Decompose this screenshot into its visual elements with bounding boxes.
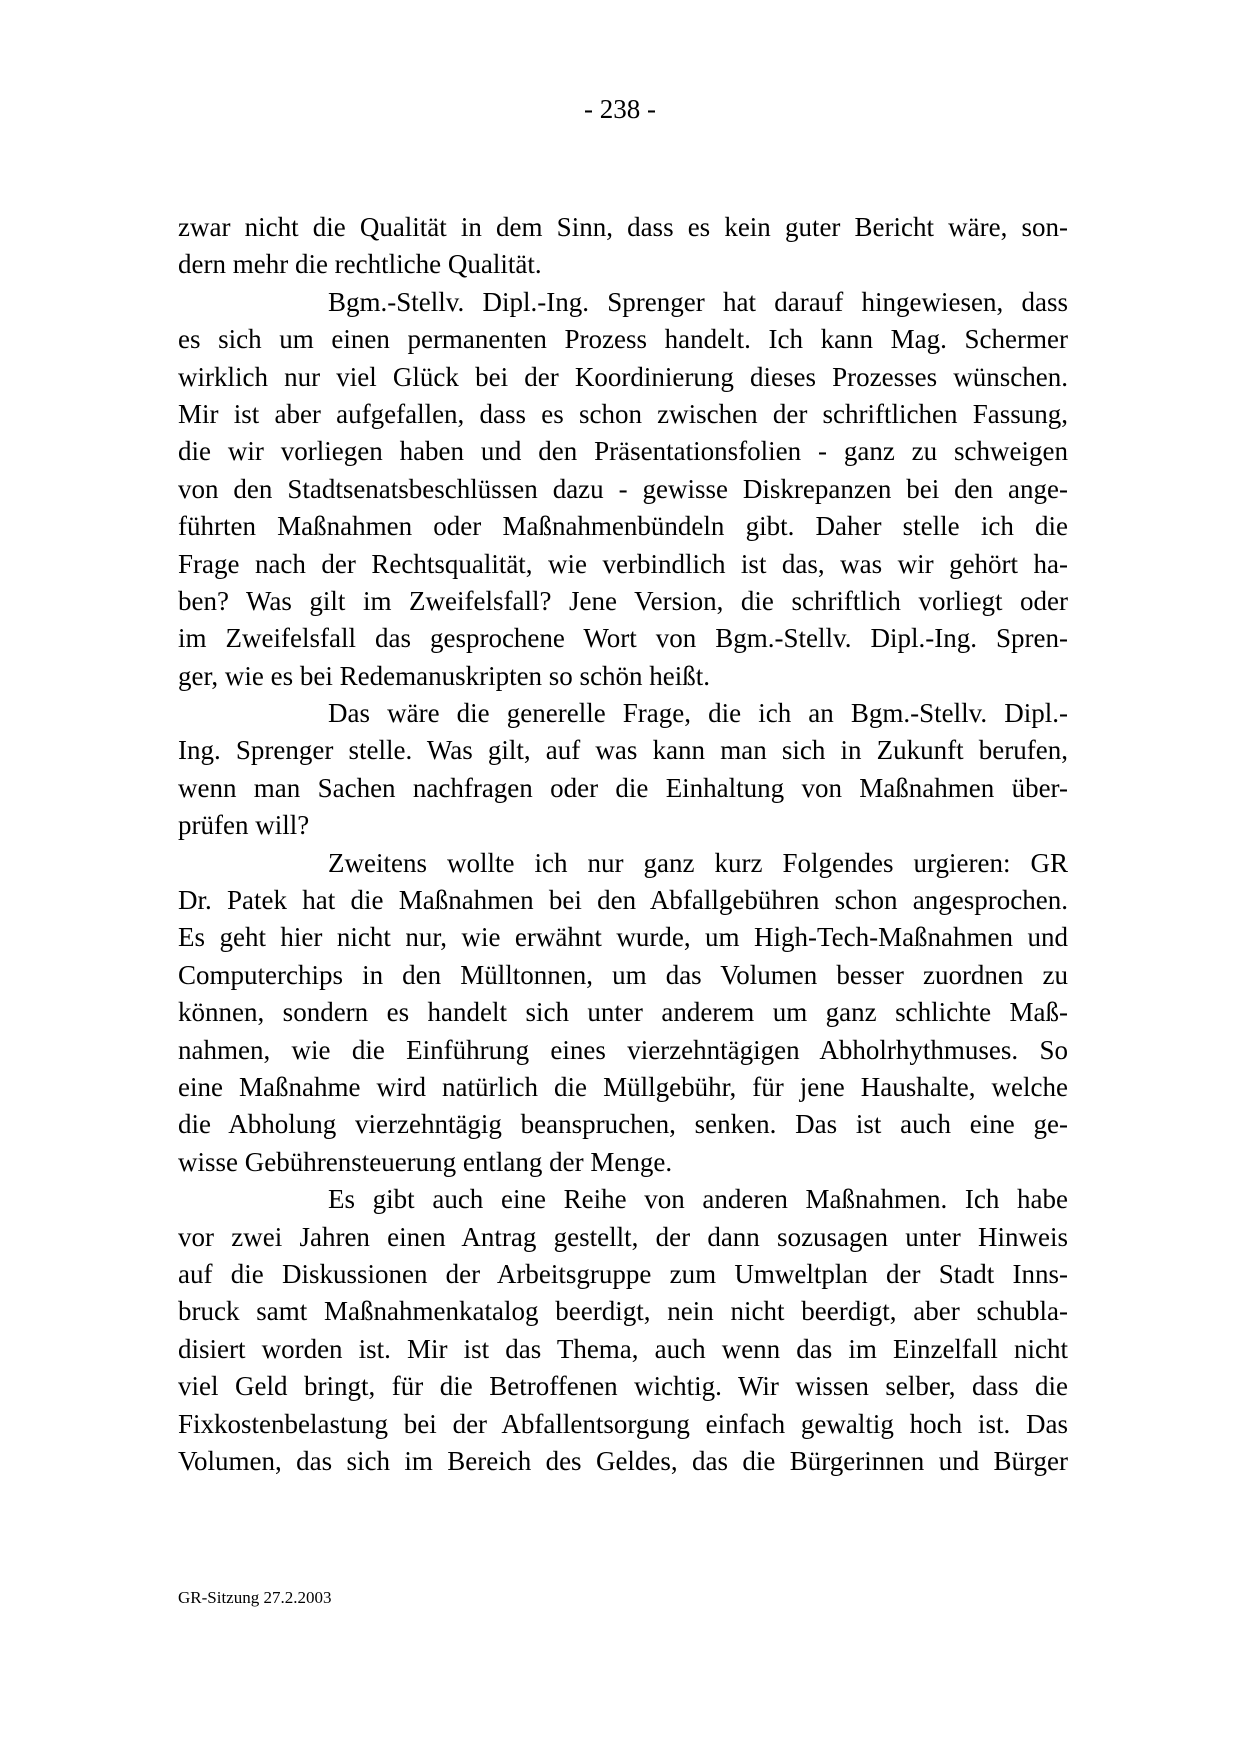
text-line: Ing. Sprenger stelle. Was gilt, auf was kann man sich in Zukunft berufen, (178, 735, 1068, 766)
text-line: eine Maßnahme wird natürlich die Müllgebühr, für jene Haushalte, welche (178, 1071, 1068, 1102)
text-line: wisse Gebührensteuerung entlang der Menge. (178, 1146, 673, 1177)
paragraph (178, 1181, 1068, 1480)
text-line: es sich um einen permanenten Prozess handelt. Ich kann Mag. Schermer (178, 324, 1068, 355)
text-line: nahmen, wie die Einführung eines vierzehntägigen Abholrhythmuses. So (178, 1034, 1068, 1065)
text-line: bruck samt Maßnahmenkatalog beerdigt, nein nicht beerdigt, aber schubla- (178, 1296, 1068, 1327)
text-line: von den Stadtsenatsbeschlüssen dazu - gewisse Diskrepanzen bei den ange- (178, 473, 1068, 504)
text-line: Es geht hier nicht nur, wie erwähnt wurde, um High-Tech-Maßnahmen und (178, 922, 1068, 953)
body-text (178, 209, 1068, 1480)
text-line: dern mehr die rechtliche Qualität. (178, 249, 542, 280)
text-line: Es gibt auch eine Reihe von anderen Maßnahmen. Ich habe (328, 1184, 1068, 1215)
text-line: im Zweifelsfall das gesprochene Wort von Bgm.-Stellv. Dipl.-Ing. Spren- (178, 623, 1068, 654)
text-line: prüfen will? (178, 810, 310, 841)
text-line: Computerchips in den Mülltonnen, um das Volumen besser zuordnen zu (178, 959, 1068, 990)
text-line: vor zwei Jahren einen Antrag gestellt, der dann sozusagen unter Hinweis (178, 1221, 1068, 1252)
text-line: Fixkostenbelastung bei der Abfallentsorgung einfach gewaltig hoch ist. Das (178, 1408, 1068, 1439)
text-line: Dr. Patek hat die Maßnahmen bei den Abfallgebühren schon angesprochen. (178, 885, 1068, 916)
text-line: Bgm.-Stellv. Dipl.-Ing. Sprenger hat darauf hingewiesen, dass (328, 286, 1068, 317)
text-line: die Abholung vierzehntägig beanspruchen, senken. Das ist auch eine ge- (178, 1109, 1068, 1140)
text-line: Volumen, das sich im Bereich des Geldes, das die Bürgerinnen und Bürger (178, 1445, 1068, 1476)
paragraph (178, 209, 1068, 284)
text-line: können, sondern es handelt sich unter anderem um ganz schlichte Maß- (178, 997, 1068, 1028)
text-line: Zweitens wollte ich nur ganz kurz Folgendes urgieren: GR (328, 847, 1068, 878)
paragraph (178, 284, 1068, 695)
text-line: viel Geld bringt, für die Betroffenen wichtig. Wir wissen selber, dass die (178, 1371, 1068, 1402)
text-line: Das wäre die generelle Frage, die ich an Bgm.-Stellv. Dipl.- (328, 698, 1068, 729)
text-line: Frage nach der Rechtsqualität, wie verbindlich ist das, was wir gehört ha- (178, 548, 1068, 579)
text-line: zwar nicht die Qualität in dem Sinn, dass es kein guter Bericht wäre, son- (178, 212, 1068, 242)
text-line: führten Maßnahmen oder Maßnahmenbündeln gibt. Daher stelle ich die (178, 511, 1068, 542)
text-line: wenn man Sachen nachfragen oder die Einhaltung von Maßnahmen über- (178, 772, 1068, 803)
footer-session-date: GR-Sitzung 27.2.2003 (178, 1588, 332, 1607)
text-line: die wir vorliegen haben und den Präsentationsfolien - ganz zu schweigen (178, 436, 1068, 467)
text-line: ger, wie es bei Redemanuskripten so schön heißt. (178, 660, 711, 691)
text-line: disiert worden ist. Mir ist das Thema, auch wenn das im Einzelfall nicht (178, 1333, 1068, 1364)
paragraph (178, 845, 1068, 1182)
text-line: auf die Diskussionen der Arbeitsgruppe zum Umweltplan der Stadt Inns- (178, 1258, 1068, 1289)
text-line: ben? Was gilt im Zweifelsfall? Jene Version, die schriftlich vorliegt oder (178, 585, 1068, 616)
text-line: Mir ist aber aufgefallen, dass es schon zwischen der schriftlichen Fassung, (178, 398, 1068, 429)
paragraph (178, 695, 1068, 845)
text-line: wirklich nur viel Glück bei der Koordinierung dieses Prozesses wünschen. (178, 361, 1068, 392)
page-number: - 238 - (584, 94, 656, 124)
